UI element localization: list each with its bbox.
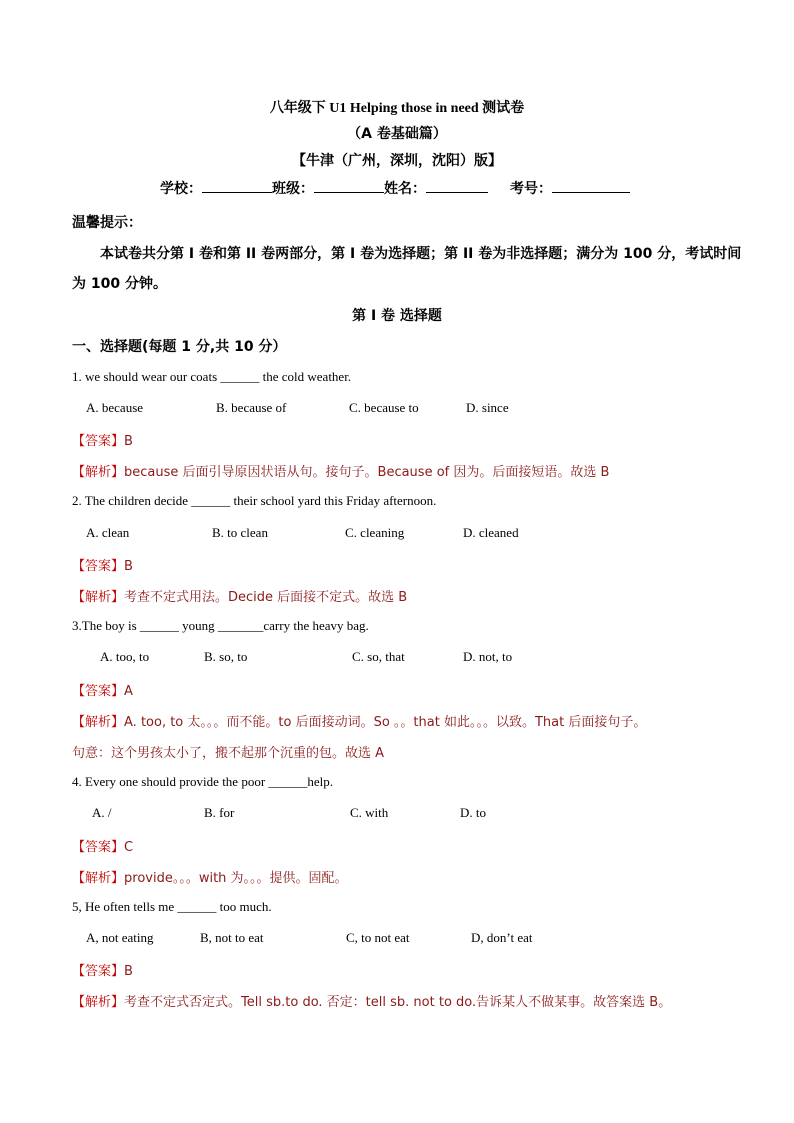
analysis-label: 【解析】 xyxy=(72,871,125,886)
notice-heading: 温馨提示： xyxy=(72,215,142,231)
answer-row xyxy=(72,680,133,699)
option-b: B. for xyxy=(204,805,235,820)
answer-value: B xyxy=(124,559,133,574)
answer-label: 【答案】 xyxy=(72,840,125,855)
analysis-text: because 后面引导原因状语从句。接句子。Because of 因为。后面接短语。故选 B xyxy=(124,465,610,480)
option-a: A. because xyxy=(86,400,144,415)
analysis-row xyxy=(72,461,609,480)
analysis-row xyxy=(72,867,348,886)
analysis-label: 【解析】 xyxy=(72,590,125,605)
option-a: A. clean xyxy=(86,525,130,540)
option-a: A, not eating xyxy=(86,930,154,945)
answer-row xyxy=(72,555,133,574)
answer-value: B xyxy=(124,434,133,449)
analysis-label: 【解析】 xyxy=(72,465,125,480)
option-c: C, to not eat xyxy=(346,930,410,945)
notice-line-2: 为 100 分钟。 xyxy=(72,276,167,292)
option-c: C. with xyxy=(350,805,389,820)
number-field[interactable] xyxy=(552,180,630,193)
analysis-label: 【解析】 xyxy=(72,715,125,730)
section-heading: 一、选择题(每题 1 分,共 10 分） xyxy=(72,339,287,355)
analysis-text: A. too, to 太。。。而不能。to 后面接动词。So 。。that 如此。。。以致。That 后面接句子。 xyxy=(124,715,647,730)
option-b: B, not to eat xyxy=(200,930,264,945)
option-c: C. cleaning xyxy=(345,525,405,540)
answer-value: A xyxy=(124,684,133,699)
question-stem: 4. Every one should provide the poor ______help. xyxy=(72,774,334,789)
answer-row xyxy=(72,836,133,855)
notice-line-1: 本试卷共分第 I 卷和第 II 卷两部分，第 I 卷为选择题；第 II 卷为非选择题；满分为 100 分，考试时间 xyxy=(100,246,742,262)
option-c: C. so, that xyxy=(352,649,405,664)
option-d: D. cleaned xyxy=(463,525,519,540)
answer-label: 【答案】 xyxy=(72,434,125,449)
option-d: D, don’t eat xyxy=(471,930,533,945)
analysis-label: 【解析】 xyxy=(72,995,125,1010)
analysis-text-continued: 句意：这个男孩太小了，搬不起那个沉重的包。故选 A xyxy=(72,746,385,761)
answer-row xyxy=(72,960,133,979)
answer-label: 【答案】 xyxy=(72,559,125,574)
option-a: A. / xyxy=(92,805,112,820)
number-label: 考号： xyxy=(510,181,552,197)
page-title: 八年级下 U1 Helping those in need 测试卷 xyxy=(269,101,525,116)
answer-label: 【答案】 xyxy=(72,684,125,699)
option-d: D. to xyxy=(460,805,486,820)
analysis-row xyxy=(72,711,646,730)
option-b: B. because of xyxy=(216,400,287,415)
option-a: A. too, to xyxy=(100,649,150,664)
part-heading: 第 I 卷 选择题 xyxy=(352,308,442,324)
class-field[interactable] xyxy=(314,180,384,193)
answer-value: B xyxy=(124,964,133,979)
analysis-text: provide。。。with 为。。。提供。固配。 xyxy=(124,871,348,886)
name-field[interactable] xyxy=(426,180,488,193)
analysis-text: 考查不定式用法。Decide 后面接不定式。故选 B xyxy=(124,590,408,605)
school-label: 学校： xyxy=(160,181,202,197)
option-c: C. because to xyxy=(349,400,419,415)
name-label: 姓名： xyxy=(384,181,426,197)
question-stem: 5, He often tells me ______ too much. xyxy=(72,899,272,914)
edition-label: 【牛津（广州，深圳，沈阳）版】 xyxy=(292,153,502,169)
school-field[interactable] xyxy=(202,180,272,193)
answer-value: C xyxy=(124,840,134,855)
option-b: B. to clean xyxy=(212,525,268,540)
info-line xyxy=(160,178,630,198)
option-b: B. so, to xyxy=(204,649,248,664)
analysis-row xyxy=(72,991,671,1010)
option-d: D. not, to xyxy=(463,649,513,664)
answer-row xyxy=(72,430,133,449)
question-stem: 3.The boy is ______ young _______carry the heavy bag. xyxy=(72,618,369,633)
question-stem: 1. we should wear our coats ______ the cold weather. xyxy=(72,369,352,384)
option-d: D. since xyxy=(466,400,509,415)
page-subtitle: （A 卷基础篇） xyxy=(347,126,447,142)
analysis-row xyxy=(72,586,407,605)
question-stem: 2. The children decide ______ their school yard this Friday afternoon. xyxy=(72,493,437,508)
analysis-text: 考查不定式否定式。Tell sb.to do. 否定：tell sb. not to do.告诉某人不做某事。故答案选 B。 xyxy=(124,995,672,1010)
class-label: 班级： xyxy=(272,181,314,197)
answer-label: 【答案】 xyxy=(72,964,125,979)
